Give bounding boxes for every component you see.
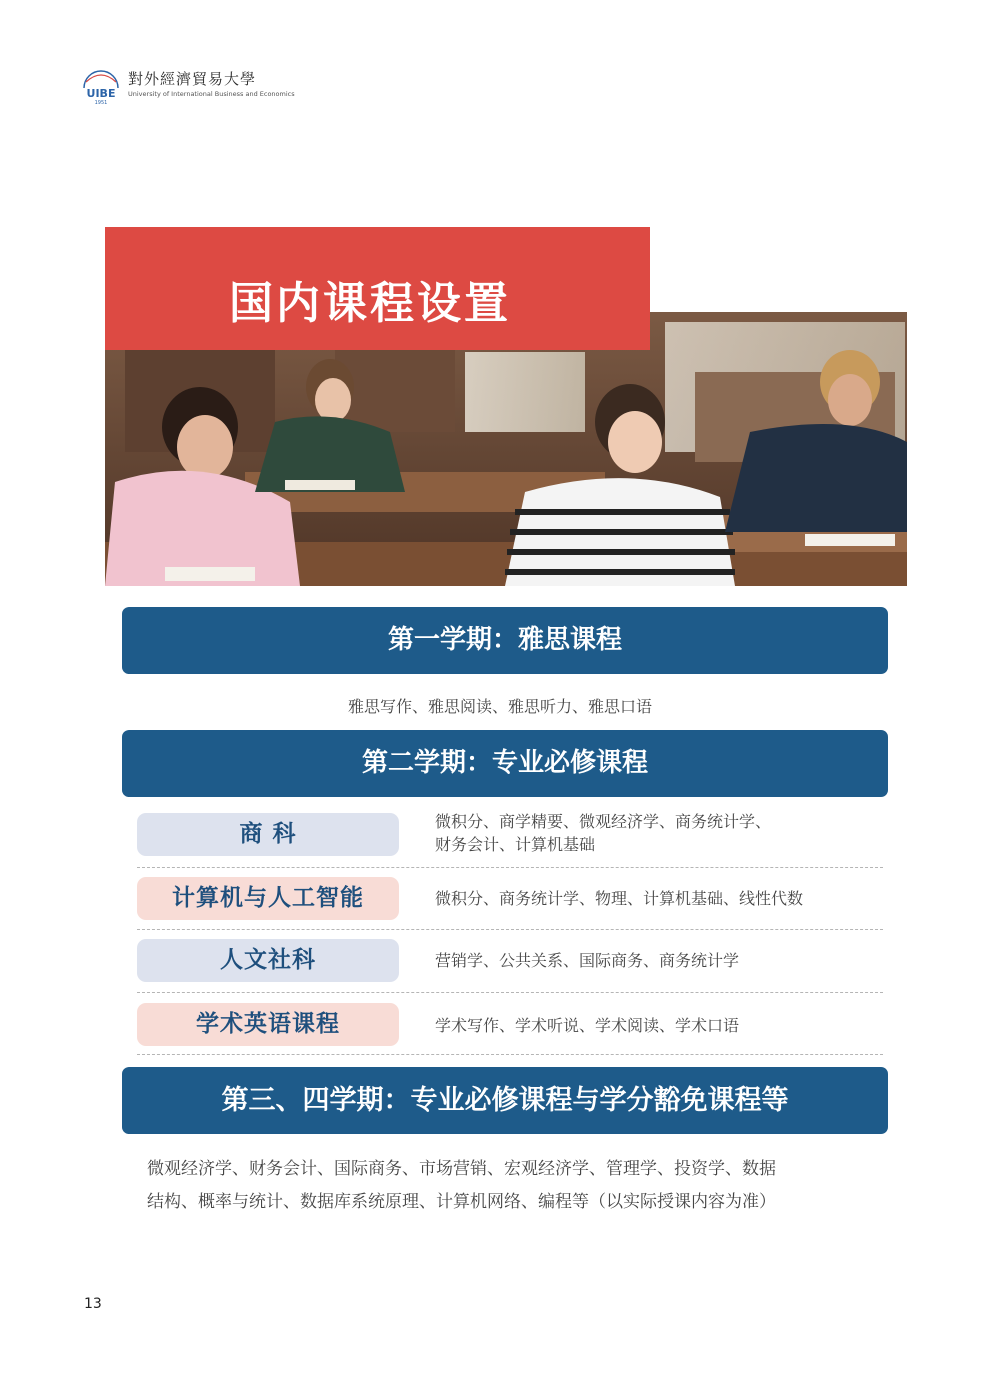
logo-english-name: University of International Business and Economics — [128, 90, 295, 98]
uibe-emblem-icon — [80, 66, 122, 106]
category-business-courses — [435, 810, 771, 856]
divider — [137, 992, 883, 993]
logo-chinese-name: 對外經濟貿易大學 — [128, 70, 257, 88]
logo-year: 1951 — [94, 100, 108, 106]
category-academic-english: 学术英语课程 — [137, 1003, 399, 1046]
classroom-illustration — [105, 312, 907, 586]
category-computing-ai: 计算机与人工智能 — [137, 877, 399, 920]
page-number: 13 — [84, 1296, 102, 1312]
divider — [137, 929, 883, 930]
category-business-courses-line1: 微积分、商学精要、微观经济学、商务统计学、 — [435, 812, 772, 831]
page-title: 国内课程设置 — [229, 278, 511, 329]
semester34-courses-line2: 结构、概率与统计、数据库系统原理、计算机网络、编程等（以实际授课内容为准） — [147, 1192, 776, 1212]
category-humanities: 人文社科 — [137, 939, 399, 982]
semester34-courses-line1: 微观经济学、财务会计、国际商务、市场营销、宏观经济学、管理学、投资学、数据 — [147, 1159, 776, 1179]
semester34-heading: 第三、四学期：专业必修课程与学分豁免课程等 — [122, 1067, 888, 1134]
logo-mark-text: UIBE — [86, 87, 116, 100]
category-academic-english-courses: 学术写作、学术听说、学术阅读、学术口语 — [435, 1016, 740, 1035]
semester1-courses: 雅思写作、雅思阅读、雅思听力、雅思口语 — [347, 697, 652, 716]
classroom-students-photo — [105, 312, 907, 586]
semester34-courses — [147, 1153, 776, 1219]
category-business-courses-line2: 财务会计、计算机基础 — [435, 835, 596, 854]
semester1-heading: 第一学期：雅思课程 — [122, 607, 888, 674]
category-humanities-courses: 营销学、公共关系、国际商务、商务统计学 — [435, 951, 740, 970]
university-logo — [80, 66, 295, 106]
divider — [137, 1054, 883, 1055]
semester2-heading: 第二学期：专业必修课程 — [122, 730, 888, 797]
section-title-banner — [105, 227, 650, 350]
divider — [137, 867, 883, 868]
category-computing-ai-courses: 微积分、商务统计学、物理、计算机基础、线性代数 — [435, 889, 804, 908]
category-business: 商 科 — [137, 813, 399, 856]
